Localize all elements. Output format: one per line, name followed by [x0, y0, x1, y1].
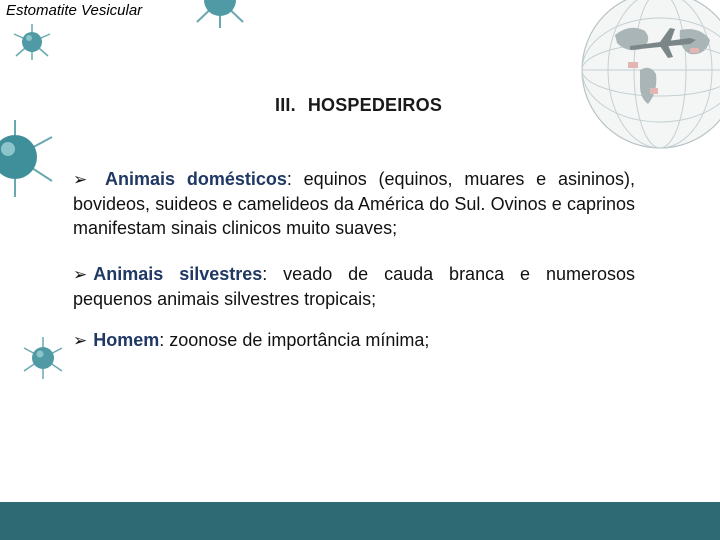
section-title: HOSPEDEIROS: [307, 95, 443, 115]
bullet-term: Animais silvestres: [93, 264, 263, 284]
section-heading: [275, 95, 442, 116]
arrow-bullet-icon: ➢: [73, 265, 88, 285]
bullet-item: [73, 262, 635, 311]
virus-icon: [20, 335, 66, 381]
bullet-term: Animais domésticos: [105, 169, 287, 189]
corner-title: Estomatite Vesicular: [6, 2, 143, 19]
virus-icon: [10, 22, 54, 62]
bullet-text: : equinos (equinos, muares e asininos), bovideos, suideos e camelideos da América do Sul. Ovinos e caprinos manifestam sinais clinicos muito suaves;: [73, 169, 635, 238]
virus-icon: [185, 0, 255, 35]
globe-airplane-icon: [560, 0, 720, 160]
footer-bar: [0, 502, 720, 540]
bullet-term: Homem: [93, 330, 160, 350]
bullet-text: : veado de cauda branca e numerosos pequenos animais silvestres tropicais;: [73, 264, 635, 309]
arrow-bullet-icon: ➢: [73, 331, 88, 351]
bullet-item: [73, 167, 635, 240]
virus-icon: [0, 115, 60, 200]
bullet-text: : zoonose de importância mínima;: [159, 330, 430, 350]
section-number: III.: [275, 95, 296, 115]
arrow-bullet-icon: ➢: [73, 170, 88, 190]
bullet-item: [73, 328, 635, 353]
